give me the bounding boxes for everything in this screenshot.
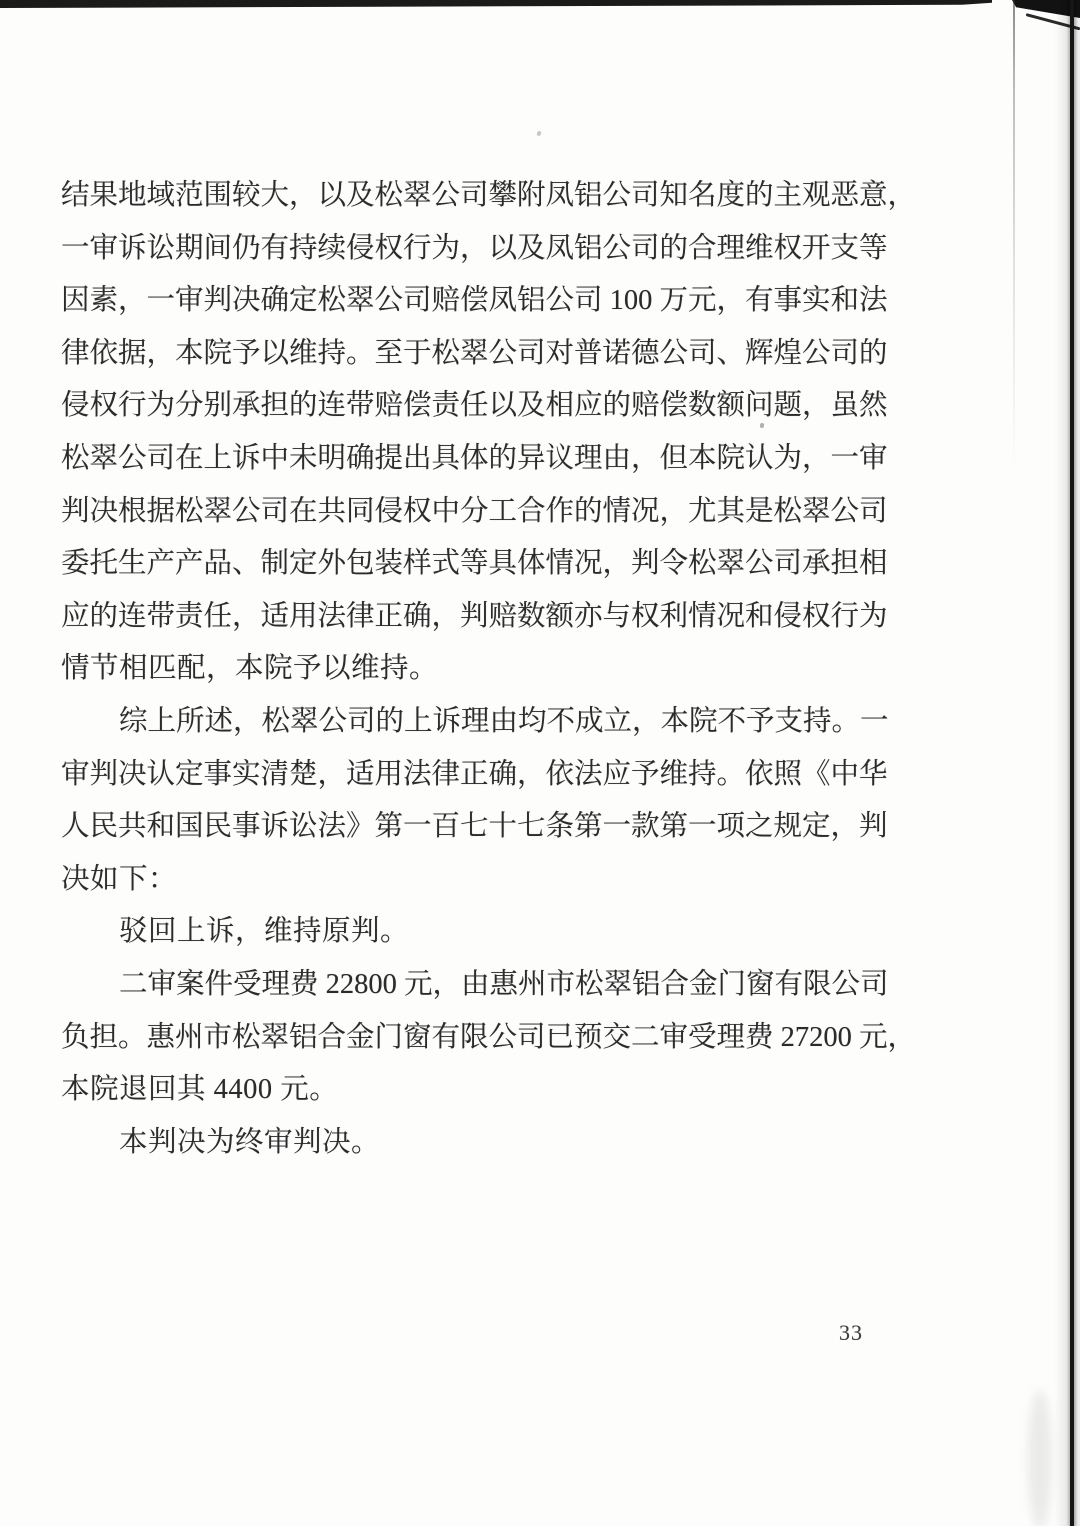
scan-hairline-right [1013,0,1015,470]
text-line: 因素，一审判决确定松翠公司赔偿凤铝公司 100 万元，有事实和法 [61,285,888,317]
text-line: 本院退回其 4400 元。 [61,1074,339,1106]
text-line: 判决根据松翠公司在共同侵权中分工合作的情况，尤其是松翠公司 [61,495,888,527]
scan-speck-top [536,130,541,136]
text-line: 结果地域范围较大，以及松翠公司攀附凤铝公司知名度的主观恶意， [61,180,917,211]
scan-smudge-bottom-right [1028,1390,1052,1526]
text-line: 情节相匹配，本院予以维持。 [61,653,439,685]
text-line: 驳回上诉，维持原判。 [119,916,410,948]
text-line: 人民共和国民事诉讼法》第一百七十七条第一款第一项之规定，判 [61,811,888,843]
text-line: 审判决认定事实清楚，适用法律正确，依法应予维持。依照《中华 [61,758,888,790]
text-line: 松翠公司在上诉中未明确提出具体的异议理由，但本院认为，一审 [61,442,888,474]
text-line: 应的连带责任，适用法律正确，判赔数额亦与权利情况和侵权行为 [61,600,888,632]
text-line: 二审案件受理费 22800 元，由惠州市松翠铝合金门窗有限公司 [119,968,889,1000]
text-line: 综上所述，松翠公司的上诉理由均不成立，本院不予支持。一 [119,705,889,737]
scan-edge-top-bar [0,0,992,8]
text-line: 本判决为终审判决。 [119,1126,381,1158]
text-line: 负担。惠州市松翠铝合金门窗有限公司已预交二审受理费 27200 元， [61,1021,917,1053]
text-line: 侵权行为分别承担的连带赔偿责任以及相应的赔偿数额问题，虽然 [61,390,888,422]
text-line: 律依据，本院予以维持。至于松翠公司对普诺德公司、辉煌公司的 [61,337,888,369]
scan-edge-right-line [1070,0,1074,1526]
scan-shadow-right-band [1054,0,1080,1526]
judgment-body-text [61,170,917,1169]
text-line: 一审诉讼期间仍有持续侵权行为，以及凤铝公司的合理维权开支等 [61,232,888,264]
page-number: 33 [839,1320,863,1345]
text-line: 委托生产产品、制定外包装样式等具体情况，判令松翠公司承担相 [61,548,888,580]
text-line: 决如下： [61,863,178,895]
